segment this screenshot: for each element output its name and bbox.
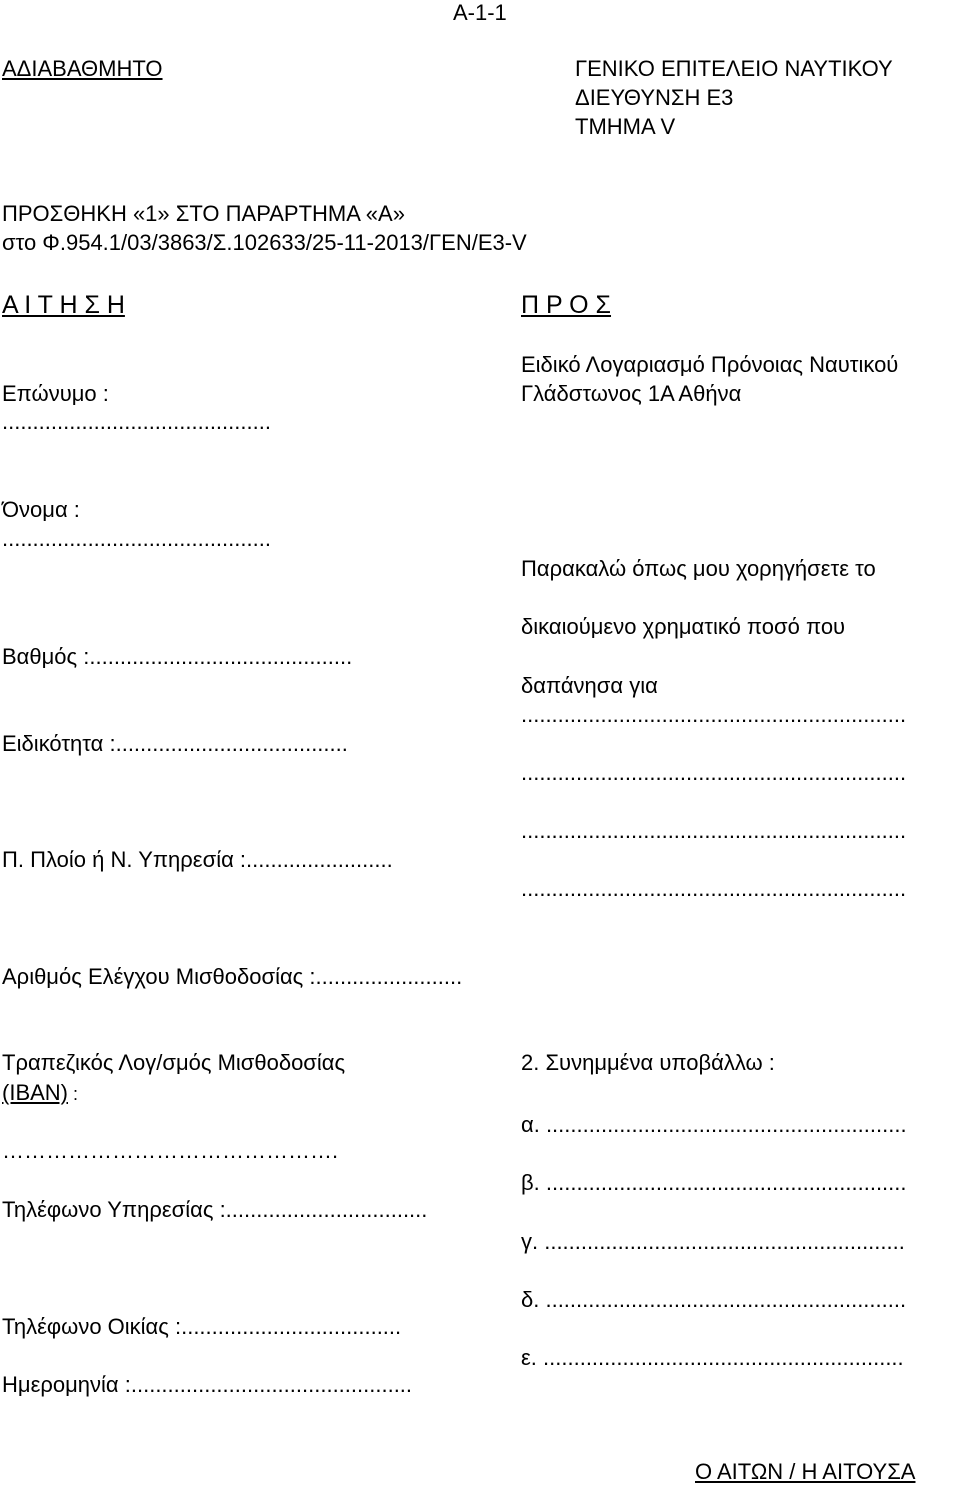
page-code: Α-1-1 [453, 0, 507, 25]
reference-line-1: ΠΡΟΣΘΗΚΗ «1» ΣΤΟ ΠΑΡΑΡΤΗΜΑ «Α» [2, 201, 405, 226]
attachment-e[interactable]: ε. ........................................................... [521, 1345, 904, 1370]
rank-field[interactable]: Βαθμός :........................................... [2, 644, 353, 669]
name-label: Όνομα : [2, 497, 80, 522]
request-text-line-1: Παρακαλώ όπως μου χορηγήσετε το [521, 556, 876, 581]
home-phone-field[interactable]: Τηλέφωνο Οικίας :.................................... [2, 1314, 402, 1339]
org-line-3: ΤΜΗΜΑ V [575, 114, 676, 139]
request-text-line-3: δαπάνησα για [521, 673, 658, 698]
request-dots-line-1[interactable]: ............................................................... [521, 702, 907, 727]
reference-line-2: στο Φ.954.1/03/3863/Σ.102633/25-11-2013/ΓΕΝ/Ε3-V [2, 230, 527, 255]
classification: ΑΔΙΑΒΑΘΜΗΤΟ [2, 56, 163, 81]
request-text-line-2: δικαιούμενο χρηματικό ποσό που [521, 614, 846, 639]
request-dots-line-3[interactable]: ............................................................... [521, 818, 907, 843]
recipient-line-2: Γλάδστωνος 1Α Αθήνα [521, 381, 742, 406]
service-phone-field[interactable]: Τηλέφωνο Υπηρεσίας :................................. [2, 1197, 428, 1222]
iban-abbrev: (IBAN) [2, 1080, 68, 1105]
request-dots-line-4[interactable]: ............................................................... [521, 876, 907, 901]
org-line-2: ΔΙΕΥΘΥΝΣΗ Ε3 [575, 85, 734, 110]
name-field[interactable]: ............................................ [2, 526, 271, 551]
application-heading: Α Ι Τ Η Σ Η [2, 291, 125, 319]
surname-field[interactable]: ............................................ [2, 409, 271, 434]
recipient-line-1: Ειδικό Λογαριασμό Πρόνοιας Ναυτικού [521, 352, 899, 377]
iban-label [2, 1080, 78, 1107]
recipient-heading: Π Ρ Ο Σ [521, 291, 612, 319]
surname-label: Επώνυμο : [2, 381, 109, 406]
attachment-d[interactable]: δ. ........................................................... [521, 1287, 907, 1312]
attachment-a[interactable]: α. ........................................................... [521, 1112, 907, 1137]
specialty-field[interactable]: Ειδικότητα :...................................... [2, 731, 348, 756]
payroll-field[interactable]: Αριθμός Ελέγχου Μισθοδοσίας :........................ [2, 964, 463, 989]
org-line-1: ΓΕΝΙΚΟ ΕΠΙΤΕΛΕΙΟ ΝΑΥΤΙΚΟΥ [575, 56, 893, 81]
attachments-title: 2. Συνημμένα υποβάλλω : [521, 1050, 775, 1075]
bank-account-field[interactable]: ………………………………………. [2, 1138, 339, 1163]
ship-field[interactable]: Π. Πλοίο ή Ν. Υπηρεσία :........................ [2, 847, 393, 872]
request-dots-line-2[interactable]: ............................................................... [521, 760, 907, 785]
date-field[interactable]: Ημερομηνία :.............................................. [2, 1372, 413, 1397]
attachment-b[interactable]: β. ........................................................... [521, 1170, 907, 1195]
attachment-c[interactable]: γ. ........................................................... [521, 1229, 905, 1254]
bank-account-label: Τραπεζικός Λογ/σμός Μισθοδοσίας [2, 1050, 346, 1075]
iban-colon: : [68, 1084, 79, 1104]
signature-label: Ο ΑΙΤΩΝ / Η ΑΙΤΟΥΣΑ [695, 1459, 916, 1484]
